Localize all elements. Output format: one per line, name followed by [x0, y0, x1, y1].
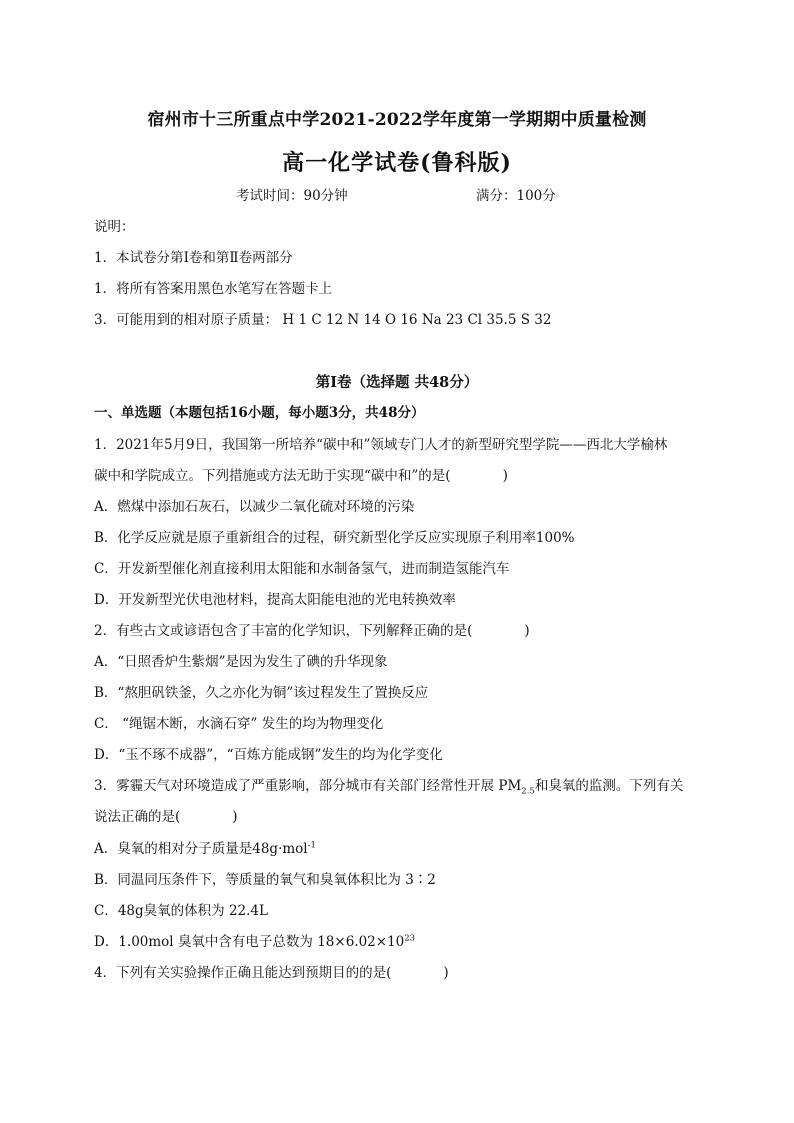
notes-heading: 说明：: [94, 219, 135, 235]
q3-option-d-text: D．1.00mol 臭氧中含有电子总数为 18×6.02×10: [94, 934, 405, 950]
q2-stem-close: ): [524, 623, 530, 639]
q3-stem-close: ): [232, 809, 238, 825]
q3-option-b: B．同温同压条件下，等质量的氧气和臭氧体积比为 3∶2: [94, 872, 436, 888]
q1-stem-text: 碳中和学院成立。下列措施或方法无助于实现“碳中和”的是(: [94, 468, 451, 484]
exam-full-score: 满分：100分: [476, 188, 556, 204]
q3-option-d-sup: 23: [404, 933, 416, 944]
note-item-2: 1．将所有答案用黑色水笔写在答题卡上: [94, 281, 333, 297]
q3-option-a-text: A．臭氧的相对分子质量是48g·mol: [94, 841, 308, 857]
q3-stem-text-2: 和臭氧的监测。下列有关: [534, 778, 684, 794]
q4-stem: [94, 964, 714, 982]
q2-stem-text: 2．有些古文或谚语包含了丰富的化学知识，下列解释正确的是(: [94, 623, 473, 639]
note-item-1: 1．本试卷分第Ⅰ卷和第Ⅱ卷两部分: [94, 250, 293, 266]
q2-option-a: A．“日照香炉生紫烟”是因为发生了碘的升华现象: [94, 654, 388, 670]
exam-title: 宿州市十三所重点中学2021-2022学年度第一学期期中质量检测: [147, 110, 647, 130]
exam-subtitle: 高一化学试卷(鲁科版): [282, 150, 512, 176]
q3-stem-text-1: 3．雾霾天气对环境造成了严重影响，部分城市有关部门经常性开展 PM: [94, 778, 522, 794]
q3-option-a: [94, 840, 714, 858]
q1-stem-close: ): [502, 468, 508, 484]
q4-stem-text: 4．下列有关实验操作正确且能达到预期目的的是(: [94, 965, 392, 981]
q2-option-d: D．“玉不琢不成器”，“百炼方能成钢”发生的均为化学变化: [94, 747, 443, 763]
section-single-choice: 一、单选题（本题包括16小题，每小题3分，共48分）: [94, 405, 425, 421]
q1-stem-line1: 1．2021年5月9日，我国第一所培养“碳中和”领域专门人才的新型研究型学院——西北大学榆林: [94, 437, 668, 453]
q1-option-b: B．化学反应就是原子重新组合的过程，研究新型化学反应实现原子利用率100%: [94, 530, 575, 546]
q3-pm-subscript: 2.5: [521, 786, 535, 797]
q1-stem-line2: [94, 467, 714, 485]
q4-stem-close: ): [443, 965, 449, 981]
q3-stem-line1: [94, 777, 714, 795]
q1-option-c: C．开发新型催化剂直接利用太阳能和水制备氢气，进而制造氢能汽车: [94, 561, 510, 577]
q1-option-a: A．燃煤中添加石灰石，以减少二氧化硫对环境的污染: [94, 499, 415, 515]
q3-stem-line2: [94, 808, 714, 826]
q2-stem: [94, 622, 714, 640]
q3-option-d: [94, 933, 714, 951]
q3-stem-text-3: 说法正确的是(: [94, 809, 181, 825]
part-one-title: 第Ⅰ卷（选择题 共48分）: [315, 374, 479, 391]
q1-option-d: D．开发新型光伏电池材料，提高太阳能电池的光电转换效率: [94, 592, 456, 608]
q2-option-c: C． “绳锯木断，水滴石穿” 发生的均为物理变化: [94, 716, 384, 732]
q3-option-a-sup: -1: [307, 840, 316, 851]
note-item-3: 3．可能用到的相对原子质量： H 1 C 12 N 14 O 16 Na 23 Cl 35.5 S 32: [94, 312, 552, 328]
exam-time: 考试时间：90分钟: [236, 188, 348, 204]
q2-option-b: B．“熬胆矾铁釜，久之亦化为铜”该过程发生了置换反应: [94, 685, 429, 701]
q3-option-c: C．48g臭氧的体积为 22.4L: [94, 903, 268, 919]
